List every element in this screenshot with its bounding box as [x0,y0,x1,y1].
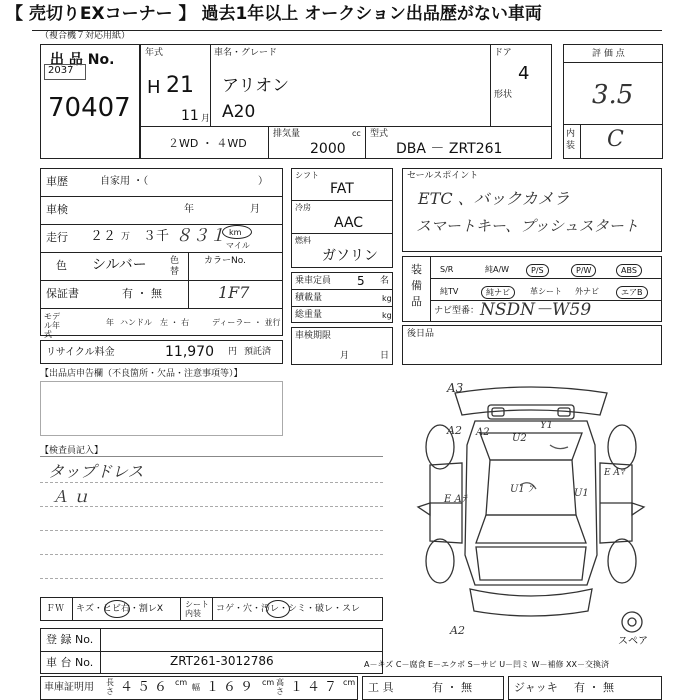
lot-label: 出 品 No. [50,52,115,68]
capacity-label: 乗車定員 [295,276,332,286]
recycle-note: 預託済 [244,347,272,357]
damage-a2-left: A2 [447,424,462,437]
history-close: ） [258,176,268,187]
history-value: 自家用 ・（ [100,176,149,187]
year-month: 11 [181,108,199,124]
load-label: 積載量 [295,293,323,303]
inspector-ruled-line [40,506,383,507]
damage-y1: Y1 [540,420,553,431]
cert-ht-unit: cm [343,678,356,687]
month-unit: 月 [201,114,211,124]
inspector-ruled-line [40,482,383,483]
sheet-sub-label: （複合機７対応用紙） [40,31,131,41]
mile-unit: マイル [226,241,250,250]
tools-label: 工 具 [368,681,394,694]
recycle-amount: 11,970 [165,344,214,360]
inspection-month: 月 [250,204,260,215]
after-box [402,325,662,365]
fuel-label: 燃料 [295,236,311,245]
lot-number: 70407 [48,93,131,123]
damage-a3: A3 [447,381,464,395]
seller-notes-label: 【出品店申告欄（不良箇所・欠品・注意事項等）】 [40,369,243,379]
fw-label: ＦＷ [46,604,65,614]
tools-value: 有 ・ 無 [432,681,472,694]
km-unit: km [229,228,242,237]
year-label: 年式 [145,48,164,58]
door-label: ドア [494,48,512,58]
model-year-label: モデル年式 [44,312,60,339]
year-value: 21 [166,73,194,98]
interior-label: 内装 [566,129,576,151]
inspection-year: 年 [184,204,194,215]
color-label: 色 [56,259,67,272]
displacement-label: 排気量 [273,129,301,139]
equipment-item: ABS [616,264,642,277]
inspector-label: 【検査員記入】 [40,446,104,456]
cert-wid-unit: cm [262,678,275,687]
expiry-month: 月 [340,351,350,361]
inspector-ruled-line [40,530,383,531]
inspector-ruled-line [40,578,383,579]
seat-label: シート内装 [185,600,209,618]
fuel-value: ガソリン [322,248,378,264]
shift-label: シフト [295,171,319,180]
registration-label: 登 録 No. [46,633,94,646]
cert-ht-label: 高さ [276,678,284,696]
equipment-item: 外ナビ [575,287,599,296]
damage-a2-rear: A2 [450,624,465,637]
displacement: 2000 [310,141,346,157]
warranty-label: 保証書 [46,287,79,300]
car-grade: A20 [222,102,256,122]
header-title: 【 売切りEXコーナー 】 過去1年以上 オークション出品歴がない車両 [6,4,542,24]
load-unit: kg [382,294,392,303]
equipment-item: エアB [616,286,648,299]
color-value: シルバー [92,257,147,273]
chassis-label: 車 台 No. [46,656,94,669]
equipment-item: 純TV [440,287,459,296]
spare-label: スペア [618,636,648,647]
navi-value: NSDN－W59 [480,300,592,320]
drive-type: ２WD ・ ４WD [168,137,247,150]
mileage-rest: ８３１ [175,226,226,246]
equipment-item: 純A/W [485,265,510,274]
score-label: 評 価 点 [592,49,625,59]
seat-value: コゲ・穴・汚レ・シミ・破レ・スレ [216,604,361,614]
damage-e-right: E Aﾏ [604,468,625,478]
lot-stamp: 2037 [48,65,74,76]
inspector-line2: Ａ ｕ [52,487,90,506]
cert-label: 車庫証明用 [44,682,94,693]
handle-lr: 左 ・ 右 [160,318,190,327]
sales-line1: ETC 、バックカメラ [418,189,570,208]
model-label: 型式 [370,129,389,139]
cert-len: ４５６ [120,680,172,695]
mileage-man-unit: 万 [121,232,131,242]
jack-value: 有 ・ 無 [574,681,614,694]
interior-value: C [607,127,624,152]
shape-label: 形状 [494,90,513,100]
equipment-label: 装備品 [411,263,422,308]
capacity-value: 5 [357,274,365,288]
car-name: アリオン [222,76,290,96]
seller-notes-box [40,381,283,436]
color-code: 1F7 [218,283,250,302]
warranty-value: 有 ・ 無 [122,287,162,300]
damage-u1-roof: U1 ﾌ [510,484,533,495]
capacity-unit: 名 [380,276,390,286]
recycle-label: リサイクル料金 [46,347,115,358]
weight-label: 総重量 [295,310,323,320]
door-count: 4 [518,63,530,84]
name-label: 車名・グレード [214,48,278,58]
damage-e-left: E Aﾃ [444,494,467,505]
after-label: 後日品 [407,329,435,339]
expiry-day: 日 [380,351,390,361]
equipment-item: S/R [440,265,454,274]
sales-line2: スマートキー、プッシュスタート [416,217,639,235]
jack-label: ジャッキ [514,681,558,694]
mileage-man: ２２ [90,229,117,244]
fw-value: キズ・ヒビ右・割レX [76,604,163,614]
shift-value: FAT [330,181,354,197]
inspector-ruled-line [40,554,383,555]
color-code-label: カラーNo. [204,256,246,266]
cert-wid: １６９ [206,680,258,695]
model-code: DBA － ZRT261 [396,141,503,157]
dealer-parallel: ディーラー ・ 並行 [212,318,281,327]
equipment-item: P/W [571,264,596,277]
year-era: H [147,77,161,98]
navi-label: ナビ型番： [434,306,480,316]
damage-a2-front-left: A2 [476,427,490,438]
equipment-item: 革シート [530,287,562,296]
mileage-label: 走行 [46,231,68,244]
car-diagram [400,375,662,645]
chassis-number: ZRT261-3012786 [170,654,274,668]
repaint-label: 色替 [170,256,180,277]
equipment-item: 純ナビ [481,286,515,299]
damage-u1-door: U1 [574,488,589,499]
cert-ht: １４７ [290,680,342,695]
model-year-unit: 年 [106,318,114,327]
inspection-label: 車検 [46,203,68,216]
cert-wid-label: 幅 [192,683,200,692]
cert-len-unit: cm [175,678,188,687]
equipment-item: P/S [526,264,549,277]
score-value: 3.5 [592,80,634,110]
ac-label: 冷房 [295,203,311,212]
cert-len-label: 長さ [106,678,114,696]
history-label: 車歴 [46,175,68,188]
cc-unit: cc [352,129,361,138]
ac-value: AAC [334,215,364,231]
handle-label: ハンドル [120,318,152,327]
inspector-line1: タップドレス [48,462,144,481]
recycle-unit: 円 [228,347,238,357]
damage-legend: A－キズ C－腐食 E－エクボ S－サビ U－凹ミ W－補修 XX－交換済 [364,660,610,669]
sales-label: セールスポイント [407,171,479,181]
weight-unit: kg [382,311,392,320]
mileage-sen: ３千 [143,229,170,244]
expiry-label: 車検期限 [295,331,332,341]
damage-u2-hood: U2 [512,433,527,444]
